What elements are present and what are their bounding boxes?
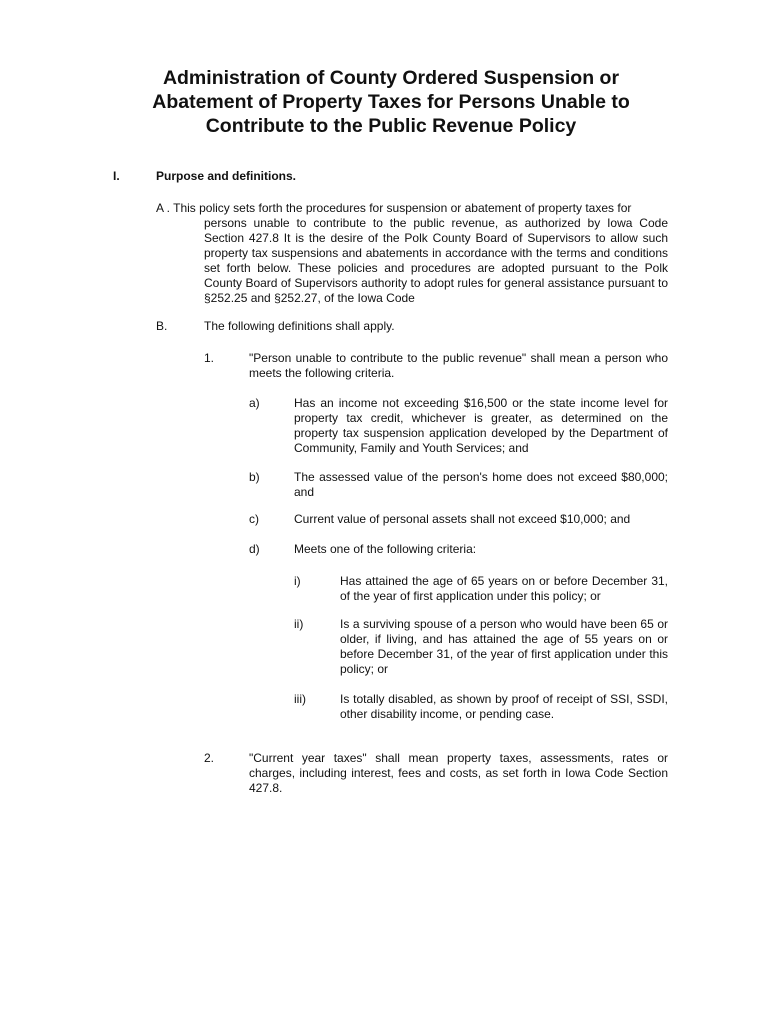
paragraph-a bbox=[156, 201, 668, 306]
definition-2-label: 2. bbox=[204, 751, 215, 765]
definition-1-label: 1. bbox=[204, 351, 215, 365]
criterion-d-text: Meets one of the following criteria: bbox=[294, 542, 477, 556]
criterion-b-label: b) bbox=[249, 470, 260, 484]
paragraph-b-label: B. bbox=[156, 319, 168, 333]
paragraph-b-text: The following definitions shall apply. bbox=[204, 319, 395, 333]
section-heading: Purpose and definitions. bbox=[156, 169, 297, 183]
sub-criterion-i-text: Has attained the age of 65 years on or before December 31, of the year of first application under this policy; or bbox=[340, 574, 668, 603]
sub-criterion-i-label: i) bbox=[294, 574, 301, 588]
criterion-a-label: a) bbox=[249, 396, 260, 410]
title-line-1: Administration of County Ordered Suspension or bbox=[162, 67, 620, 89]
criterion-b-text: The assessed value of the person's home does not exceed $80,000; and bbox=[294, 470, 668, 499]
definition-1-text: "Person unable to contribute to the public revenue" shall mean a person who meets the following criteria. bbox=[249, 351, 668, 380]
paragraph-a-body: persons unable to contribute to the public revenue, as authorized by Iowa Code Section 427.8 It is the desire of the Polk County Board of Supervisors to allow such property tax suspensions and abatements in accordance with the terms and conditions set forth below. These policies and procedures are adopted pursuant to the Polk County Board of Supervisors authority to adopt rules for general assistance pursuant to §252.25 and §252.27, of the Iowa Code bbox=[204, 216, 668, 305]
criterion-a-text: Has an income not exceeding $16,500 or the state income level for property tax credit, whichever is greater, as determined on the property tax suspension application developed by the Department of Community, Family and Youth Services; and bbox=[294, 396, 668, 455]
title-line-2: Abatement of Property Taxes for Persons Unable to bbox=[152, 91, 630, 113]
page-title bbox=[100, 66, 682, 138]
section-number: I. bbox=[113, 169, 120, 183]
sub-criterion-ii-label: ii) bbox=[294, 617, 304, 631]
sub-criterion-iii-text: Is totally disabled, as shown by proof of receipt of SSI, SSDI, other disability income, or pending case. bbox=[340, 692, 668, 721]
sub-criterion-iii-label: iii) bbox=[294, 692, 306, 706]
sub-criterion-ii-text: Is a surviving spouse of a person who would have been 65 or older, if living, and has attained the age of 55 years on or before December 31, of the year of first application under this policy; or bbox=[340, 617, 668, 676]
definition-2-text: "Current year taxes" shall mean property taxes, assessments, rates or charges, including interest, fees and costs, as set forth in Iowa Code Section 427.8. bbox=[249, 751, 668, 795]
title-line-3: Contribute to the Public Revenue Policy bbox=[205, 115, 577, 137]
criterion-d-label: d) bbox=[249, 542, 260, 556]
paragraph-a-first-line: A . This policy sets forth the procedures for suspension or abatement of property taxes for bbox=[156, 201, 632, 215]
criterion-c-label: c) bbox=[249, 512, 259, 526]
criterion-c-text: Current value of personal assets shall not exceed $10,000; and bbox=[294, 512, 631, 526]
